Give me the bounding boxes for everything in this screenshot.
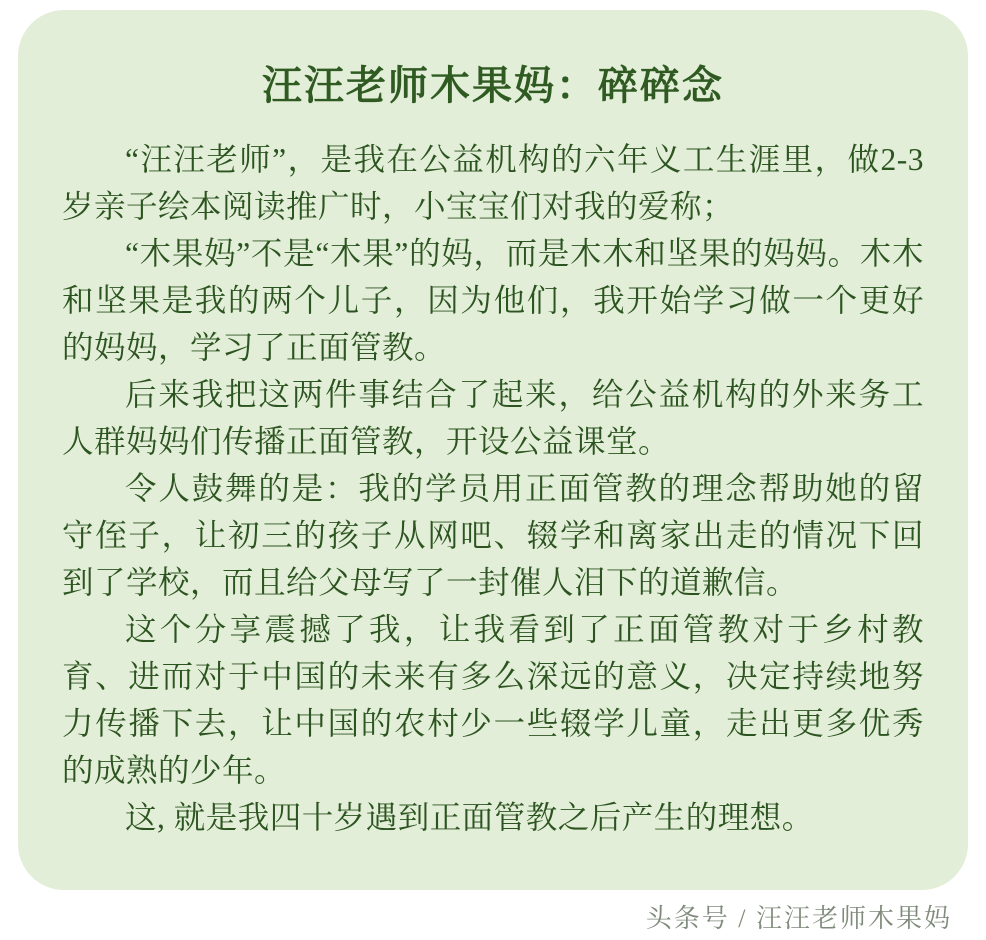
article-body (62, 136, 924, 841)
paragraph-1: “汪汪老师”，是我在公益机构的六年义工生涯里，做2-3岁亲子绘本阅读推广时，小宝宝们对我的爱称； (62, 142, 924, 224)
paragraph-6: 这, 就是我四十岁遇到正面管教之后产生的理想。 (125, 800, 814, 835)
paragraph-5: 这个分享震撼了我，让我看到了正面管教对于乡村教育、进而对于中国的未来有多么深远的意义，决定持续地努力传播下去，让中国的农村少一些辍学儿童，走出更多优秀的成熟的少年。 (62, 612, 924, 788)
page-title: 汪汪老师木果妈：碎碎念 (262, 63, 724, 108)
watermark: 头条号 / 汪汪老师木果妈 (645, 904, 952, 933)
content-card (18, 10, 968, 890)
paragraph-4: 令人鼓舞的是：我的学员用正面管教的理念帮助她的留守侄子，让初三的孩子从网吧、辍学和离家出走的情况下回到了学校，而且给父母写了一封催人泪下的道歉信。 (62, 471, 924, 600)
paragraph-2: “木果妈”不是“木果”的妈，而是木木和坚果的妈妈。木木和坚果是我的两个儿子，因为他们，我开始学习做一个更好的妈妈，学习了正面管教。 (62, 236, 924, 365)
paragraph-3: 后来我把这两件事结合了起来，给公益机构的外来务工人群妈妈们传播正面管教，开设公益课堂。 (62, 377, 924, 459)
